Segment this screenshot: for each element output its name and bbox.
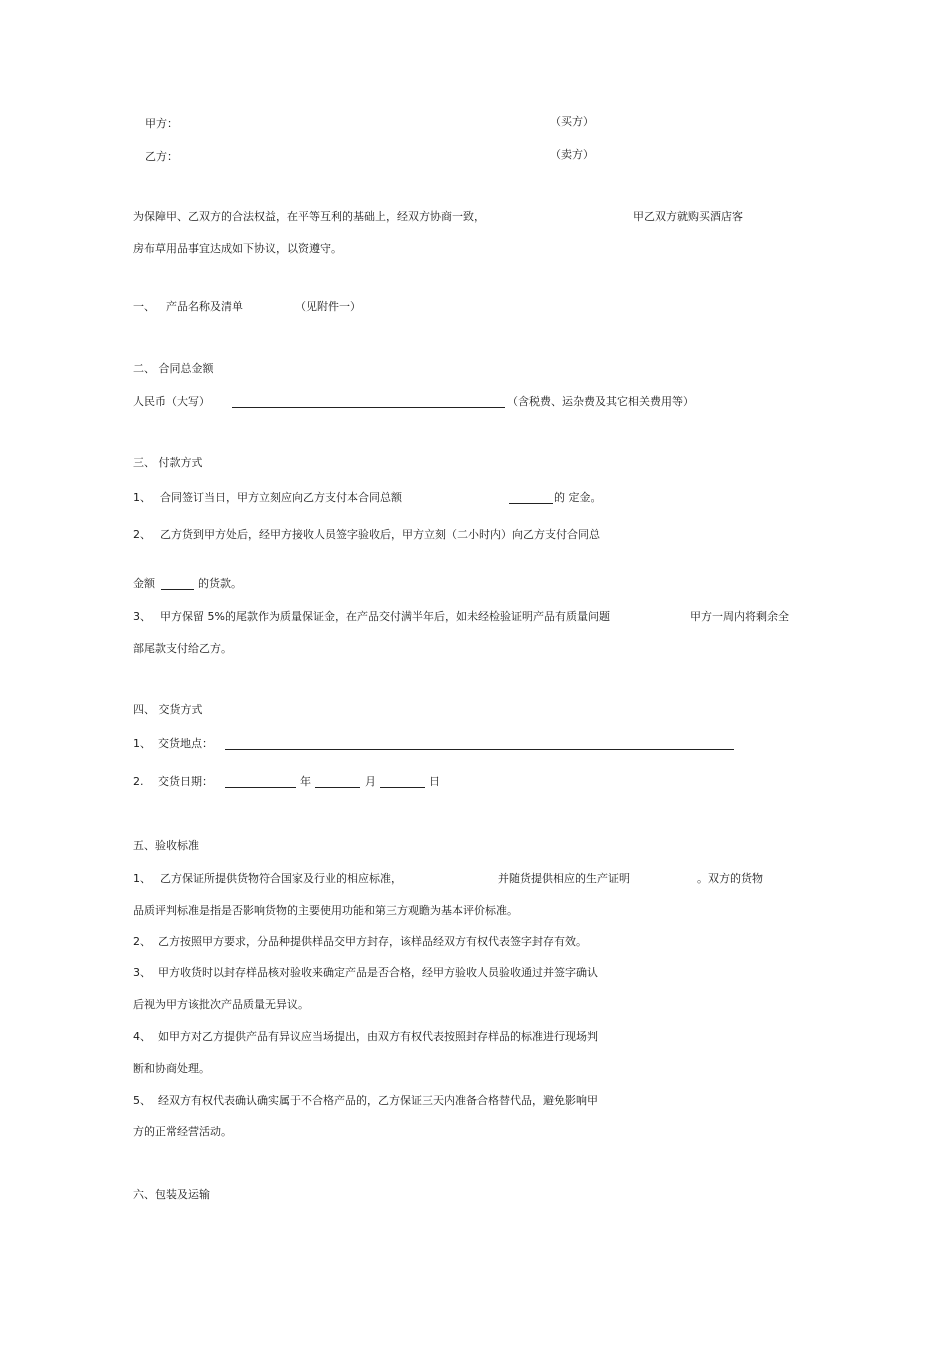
- section6-heading: 六、包装及运输: [133, 1188, 210, 1201]
- s3-item2-num: 2、: [133, 528, 151, 541]
- month-blank: [315, 776, 360, 788]
- party-b-role: （卖方）: [550, 148, 594, 161]
- delivery-date-label: 交货日期：: [158, 775, 213, 788]
- s5-item3-num: 3、: [133, 966, 151, 979]
- s5-item4-text: 如甲方对乙方提供产品有异议应当场提出，由双方有权代表按照封存样品的标准进行现场判: [158, 1030, 598, 1043]
- day-blank: [380, 776, 425, 788]
- section3-heading: 三、 付款方式: [133, 456, 203, 469]
- section1-note: （见附件一）: [295, 300, 361, 313]
- s3-item1-text: 合同签订当日，甲方立刻应向乙方支付本合同总额: [160, 491, 402, 504]
- party-b-label: 乙方：: [145, 150, 178, 163]
- s5-item5-text: 经双方有权代表确认确实属于不合格产品的，乙方保证三天内准备合格替代品，避免影响甲: [158, 1094, 598, 1107]
- s3-item2-cont-b: 的货款。: [198, 577, 242, 590]
- section2-heading: 二、 合同总金额: [133, 362, 214, 375]
- section1-title: 产品名称及清单: [166, 300, 243, 313]
- s3-item3-text: 甲方保留 5%的尾款作为质量保证金，在产品交付满半年后，如未经检验证明产品有质量问题: [160, 610, 610, 623]
- s5-item2-num: 2、: [133, 935, 151, 948]
- payment-blank: [161, 578, 194, 590]
- intro-line1: 为保障甲、乙双方的合法权益，在平等互利的基础上，经双方协商一致，: [133, 210, 485, 223]
- rmb-note: （含税费、运杂费及其它相关费用等）: [507, 395, 694, 408]
- s3-item1-suffix: 的 定金。: [554, 491, 602, 504]
- s5-item4-cont: 断和协商处理。: [133, 1062, 210, 1075]
- year-label: 年: [300, 775, 311, 788]
- s4-item2-num: 2.: [133, 775, 144, 788]
- intro-line1-cont: 甲乙双方就购买酒店客: [633, 210, 743, 223]
- s5-item1-num: 1、: [133, 872, 151, 885]
- delivery-place-label: 交货地点：: [158, 737, 213, 750]
- s5-item5-num: 5、: [133, 1094, 151, 1107]
- s3-item2-text: 乙方货到甲方处后，经甲方接收人员签字验收后，甲方立刻（二小时内）向乙方支付合同总: [160, 528, 600, 541]
- s3-item3-cont: 部尾款支付给乙方。: [133, 642, 232, 655]
- delivery-place-blank: [225, 738, 734, 750]
- rmb-amount-blank: [232, 396, 505, 408]
- s5-item3-text: 甲方收货时以封存样品核对验收来确定产品是否合格，经甲方验收人员验收通过并签字确认: [158, 966, 598, 979]
- s3-item2-cont-a: 金额: [133, 577, 155, 590]
- s5-item1-text-c: 。双方的货物: [697, 872, 763, 885]
- s5-item2-text: 乙方按照甲方要求，分品种提供样品交甲方封存，该样品经双方有权代表签字封存有效。: [158, 935, 587, 948]
- section1-num: 一、: [133, 300, 155, 313]
- s3-item3-num: 3、: [133, 610, 151, 623]
- year-blank: [225, 776, 296, 788]
- s5-item1-text-a: 乙方保证所提供货物符合国家及行业的相应标准，: [160, 872, 402, 885]
- month-label: 月: [365, 775, 376, 788]
- party-a-role: （买方）: [550, 115, 594, 128]
- s4-item1-num: 1、: [133, 737, 151, 750]
- section5-heading: 五、验收标准: [133, 839, 199, 852]
- day-label: 日: [429, 775, 440, 788]
- s5-item1-cont: 品质评判标准是指是否影响货物的主要使用功能和第三方观瞻为基本评价标准。: [133, 904, 518, 917]
- s5-item3-cont: 后视为甲方该批次产品质量无异议。: [133, 998, 309, 1011]
- s3-item1-num: 1、: [133, 491, 151, 504]
- intro-line2: 房布草用品事宜达成如下协议，以资遵守。: [133, 242, 342, 255]
- s5-item5-cont: 方的正常经营活动。: [133, 1125, 232, 1138]
- s5-item4-num: 4、: [133, 1030, 151, 1043]
- section4-heading: 四、 交货方式: [133, 703, 203, 716]
- rmb-label: 人民币（大写）: [133, 395, 210, 408]
- s3-item3-text-b: 甲方一周内将剩余全: [690, 610, 789, 623]
- deposit-blank: [509, 492, 553, 504]
- party-a-label: 甲方：: [145, 117, 178, 130]
- s5-item1-text-b: 并随货提供相应的生产证明: [498, 872, 630, 885]
